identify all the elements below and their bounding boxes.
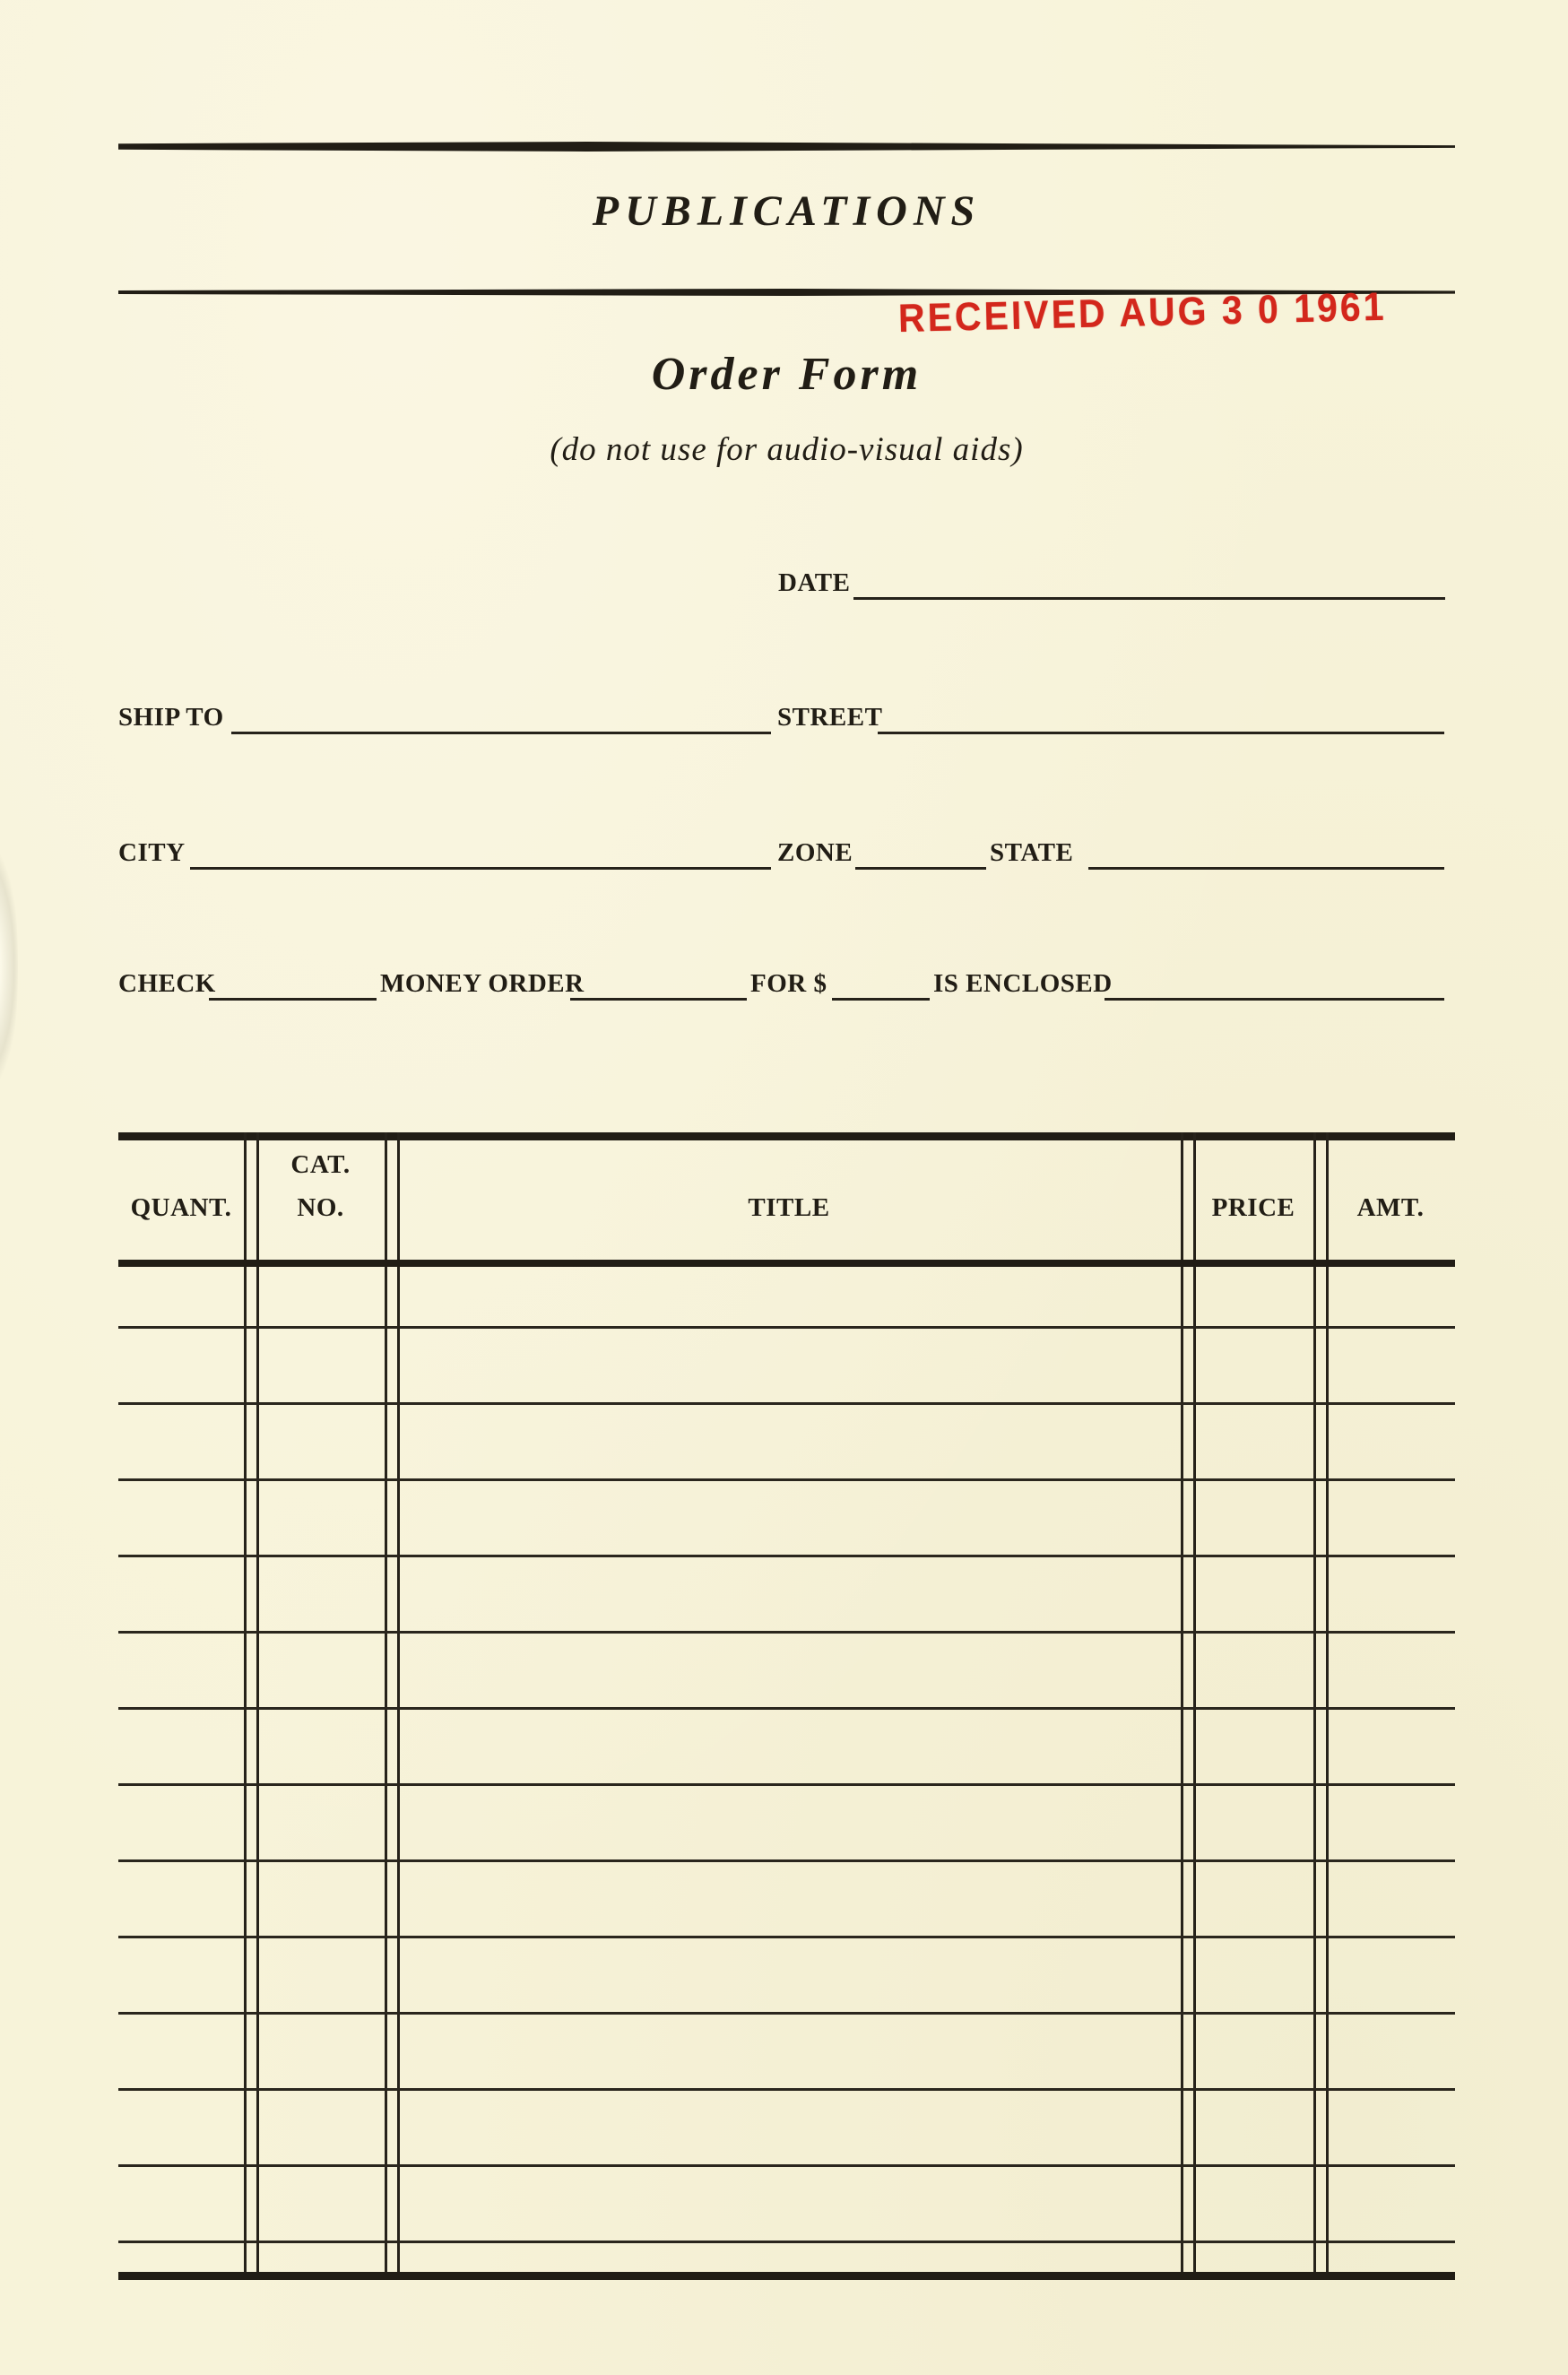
- check-label: CHECK: [118, 969, 216, 998]
- ship-to-blank-line: [231, 732, 771, 734]
- zone-blank-line: [855, 867, 986, 870]
- header-amt: AMT.: [1356, 1193, 1425, 1222]
- column-divider: [1181, 1132, 1183, 2280]
- money-order-blank-line: [570, 998, 747, 1001]
- table-header-rule: [118, 1260, 1455, 1267]
- date-label: DATE: [778, 568, 851, 597]
- page-edge-notch: [0, 850, 18, 1083]
- table-row-line: [118, 2241, 1455, 2243]
- table-top-rule: [118, 1132, 1455, 1140]
- table-row-line: [118, 1555, 1455, 1557]
- table-row-line: [118, 1478, 1455, 1481]
- column-divider: [1326, 1132, 1329, 2280]
- for-amount-label: FOR $: [750, 969, 827, 998]
- horizontal-rule-top: [118, 142, 1455, 152]
- money-order-label: MONEY ORDER: [380, 969, 585, 998]
- ship-to-label: SHIP TO: [118, 703, 224, 732]
- table-row-line: [118, 1631, 1455, 1634]
- header-title: TITLE: [748, 1193, 830, 1222]
- for-amount-blank-line: [832, 998, 930, 1001]
- table-row-line: [118, 1936, 1455, 1938]
- check-blank-line: [209, 998, 377, 1001]
- column-divider: [256, 1132, 259, 2280]
- publications-title: PUBLICATIONS: [592, 187, 982, 235]
- city-blank-line: [190, 867, 771, 870]
- header-cat-line2: NO.: [297, 1193, 344, 1222]
- table-row-line: [118, 2164, 1455, 2167]
- header-price: PRICE: [1211, 1193, 1295, 1222]
- date-blank-line: [853, 597, 1445, 600]
- header-cat-line1: CAT.: [290, 1150, 351, 1179]
- table-row-line: [118, 1707, 1455, 1710]
- column-divider: [397, 1132, 400, 2280]
- table-row-line: [118, 1326, 1455, 1329]
- header-quant: QUANT.: [130, 1193, 232, 1222]
- street-blank-line: [878, 732, 1444, 734]
- state-blank-line: [1088, 867, 1444, 870]
- state-label: STATE: [990, 838, 1074, 867]
- table-row-line: [118, 2088, 1455, 2091]
- is-enclosed-blank-line: [1105, 998, 1444, 1001]
- form-usage-note: (do not use for audio-visual aids): [550, 431, 1024, 468]
- table-row-line: [118, 2012, 1455, 2015]
- city-label: CITY: [118, 838, 186, 867]
- is-enclosed-label: IS ENCLOSED: [933, 969, 1113, 998]
- zone-label: ZONE: [777, 838, 853, 867]
- received-date-stamp: RECEIVED AUG 3 0 1961: [897, 283, 1388, 341]
- order-form-title: Order Form: [651, 349, 923, 400]
- column-divider: [1313, 1132, 1316, 2280]
- column-divider: [1193, 1132, 1196, 2280]
- table-row-line: [118, 1402, 1455, 1405]
- street-label: STREET: [777, 703, 883, 732]
- table-row-line: [118, 1783, 1455, 1786]
- column-divider: [385, 1132, 387, 2280]
- table-row-line: [118, 1859, 1455, 1862]
- table-bottom-rule: [118, 2272, 1455, 2280]
- column-divider: [244, 1132, 247, 2280]
